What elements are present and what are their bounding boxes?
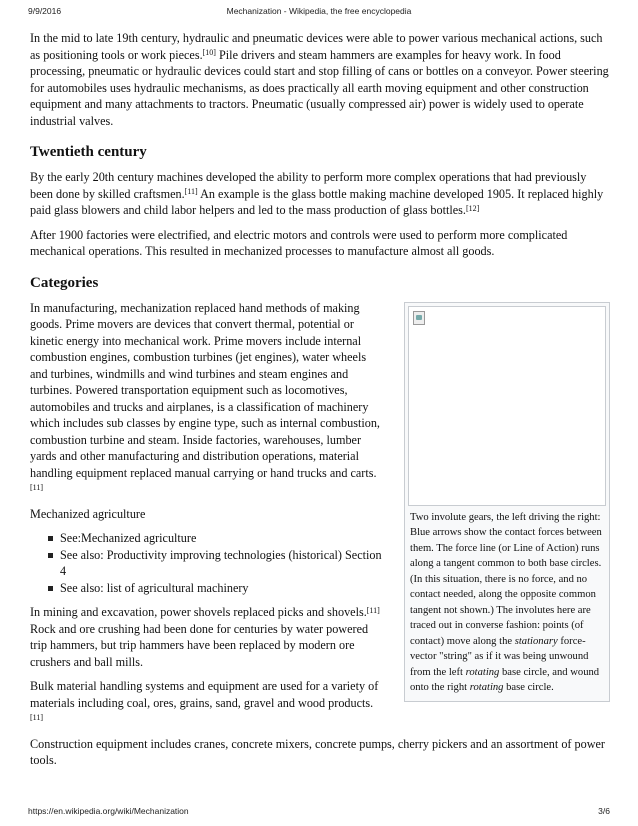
- list-item[interactable]: See also: list of agricultural machinery: [60, 580, 386, 597]
- section-heading-twentieth-century: Twentieth century: [30, 144, 147, 160]
- reference-link[interactable]: [12]: [465, 203, 480, 213]
- categories-paragraph-5: Construction equipment includes cranes, concrete mixers, concrete pumps, cherry pickers and an assortment of power tools.: [30, 736, 605, 767]
- article-content: [30, 30, 610, 777]
- categories-paragraph-3: In mining and excavation, power shovels replaced picks and shovels.[11] Rock and ore crushing had been done for centuries by water powered trip hammers, but trip hammers have been replaced by modern ore crushers and ball mills.: [30, 605, 380, 669]
- broken-image-icon: [413, 311, 425, 325]
- reference-link[interactable]: [11]: [30, 712, 44, 722]
- figure-image[interactable]: [408, 306, 606, 506]
- twentieth-paragraph-2: After 1900 factories were electrified, and electric motors and controls were used to perform more complicated mechanical operations. This resulted in mechanized processes to manufacture almost all goods.: [30, 227, 568, 258]
- print-footer: [28, 806, 610, 820]
- categories-columns: [30, 300, 610, 736]
- see-also-list: [30, 530, 386, 596]
- print-title: Mechanization - Wikipedia, the free encyclopedia: [226, 6, 412, 16]
- categories-text-column: [30, 300, 386, 736]
- print-url: https://en.wikipedia.org/wiki/Mechanization: [28, 806, 189, 816]
- reference-link[interactable]: [11]: [184, 187, 198, 197]
- section-heading-categories: Categories: [30, 274, 99, 291]
- figure-caption: Two involute gears, the left driving the right: Blue arrows show the contact forces between them. The force line (or Line of Action) runs along a tangent common to both base circles. (In this situation, there is no force, and no contact needed, along the opposite common tangent not shown.) The involutes here are traced out in converse fashion: points (of contact) move along the stationary force-vector "string" as if it was being unwound from the left rotating base circle, and wound onto the right rotating base circle.: [410, 511, 602, 693]
- intro-paragraph: In the mid to late 19th century, hydraulic and pneumatic devices were able to power various mechanical actions, such as positioning tools or work pieces.[10] Pile drivers and steam hammers are examples for heavy work. In food processing, pneumatic or hydraulic devices could start and stop filling of cans or bottles on a conveyor. Power steering for automobiles uses hydraulic mechanisms, as does practically all earth moving equipment and other construction equipment and many attachments to tractors. Pneumatic (usually compressed air) power is widely used to operate industrial valves.: [30, 31, 609, 128]
- categories-paragraph-1: In manufacturing, mechanization replaced hand methods of making goods. Prime movers are devices that convert thermal, potential or kinetic energy into mechanical work. Prime movers include internal combustion engines, combustion turbines (jet engines), water wheels and turbines, windmills and wind turbines and steam engines and turbines. Powered transportation equipment such as locomotives, automobiles and trucks and airplanes, is a classification of machinery which includes sub classes by engine type, such as internal combustion, combustion turbine and steam. Inside factories, warehouses, lumber yards and other manufacturing and distribution operations, material handling equipment replaced manual carrying or hand trucks and carts.[11]: [30, 300, 380, 492]
- print-page-number: 3/6: [598, 806, 610, 816]
- print-header: [28, 6, 610, 20]
- figure-thumbnail: [404, 302, 610, 702]
- categories-paragraph-2: Mechanized agriculture: [30, 506, 146, 521]
- list-item[interactable]: See:Mechanized agriculture: [60, 530, 386, 547]
- twentieth-paragraph-1: By the early 20th century machines developed the ability to perform more complex operations that had previously been done by skilled craftsmen.[11] An example is the glass bottle making machine developed 1905. It replaced highly paid glass blowers and child labor helpers and led to the mass production of glass bottles.[12]: [30, 170, 604, 217]
- list-item[interactable]: See also: Productivity improving technologies (historical) Section 4: [60, 547, 386, 580]
- reference-link[interactable]: [11]: [366, 605, 380, 615]
- categories-paragraph-4: Bulk material handling systems and equipment are used for a variety of materials including coal, ores, grains, sand, gravel and wood products.[11]: [30, 679, 379, 722]
- reference-link[interactable]: [10]: [202, 48, 216, 58]
- reference-link[interactable]: [11]: [30, 482, 44, 492]
- print-date: 9/9/2016: [28, 6, 62, 16]
